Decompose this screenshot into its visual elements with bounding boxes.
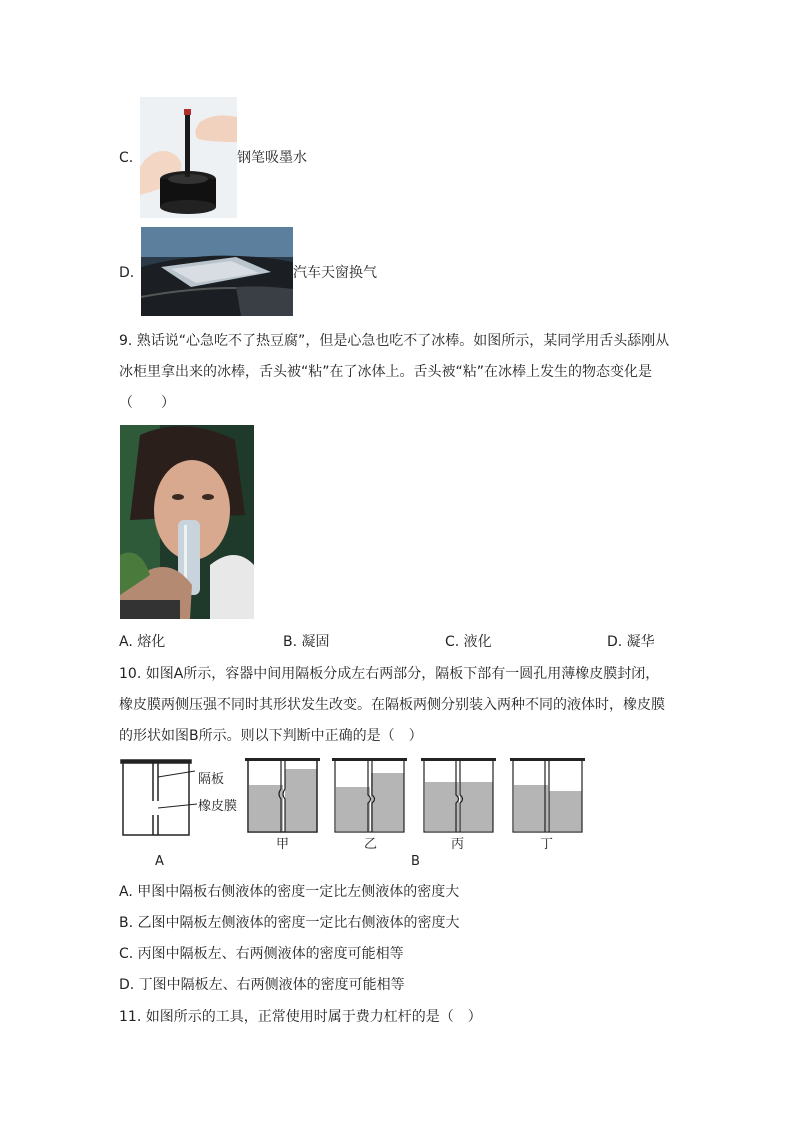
q9-stem-line2: 冰柜里拿出来的冰棒，舌头被“粘”在了冰体上。舌头被“粘”在冰棒上发生的物态变化是 xyxy=(119,364,653,380)
option-d-caption: 汽车天窗换气 xyxy=(293,265,377,281)
label-jia: 甲 xyxy=(276,837,290,852)
q11-stem-line1: 11. 如图所示的工具，正常使用时属于费力杠杆的是（ ） xyxy=(119,1009,482,1025)
label-yi: 乙 xyxy=(364,837,378,852)
option-c-letter: C. xyxy=(119,150,134,166)
q10-stem-line2: 橡皮膜两侧压强不同时其形状发生改变。在隔板两侧分别装入两种不同的液体时，橡皮膜 xyxy=(119,697,665,713)
car-sunroof-photo xyxy=(141,227,293,316)
option-c-caption: 钢笔吸墨水 xyxy=(237,150,307,166)
q9-option-c: C. 液化 xyxy=(445,634,492,650)
label-figure-a: A xyxy=(155,854,164,869)
q10-option-c: C. 丙图中隔板左、右两侧液体的密度可能相等 xyxy=(119,946,404,962)
label-figure-b: B xyxy=(411,854,420,869)
label-membrane: 橡皮膜 xyxy=(198,799,238,814)
label-ding: 丁 xyxy=(540,837,554,852)
q9-option-a: A. 熔化 xyxy=(119,634,166,650)
q10-option-b: B. 乙图中隔板左侧液体的密度一定比右侧液体的密度大 xyxy=(119,915,460,931)
q10-option-a: A. 甲图中隔板右侧液体的密度一定比左侧液体的密度大 xyxy=(119,884,460,900)
q9-option-b: B. 凝固 xyxy=(283,634,330,650)
q10-option-d: D. 丁图中隔板左、右两侧液体的密度可能相等 xyxy=(119,977,405,993)
q10-stem-line3: 的形状如图B所示。则以下判断中正确的是（ ） xyxy=(119,728,423,744)
label-bing: 丙 xyxy=(451,837,465,852)
option-d-letter: D. xyxy=(119,265,135,281)
q9-stem-line3: （ ） xyxy=(119,395,175,411)
q10-stem-line1: 10. 如图A所示，容器中间用隔板分成左右两部分，隔板下部有一圆孔用薄橡皮膜封闭， xyxy=(119,666,660,682)
q9-option-d: D. 凝华 xyxy=(607,634,655,650)
fountain-pen-ink-photo xyxy=(140,97,237,218)
label-partition: 隔板 xyxy=(198,772,225,787)
tongue-on-popsicle-photo xyxy=(120,425,254,619)
q9-stem-line1: 9. 熟话说“心急吃不了热豆腐”，但是心急也吃不了冰棒。如图所示，某同学用舌头舔刚从 xyxy=(119,333,670,349)
container-diagram xyxy=(115,755,595,873)
